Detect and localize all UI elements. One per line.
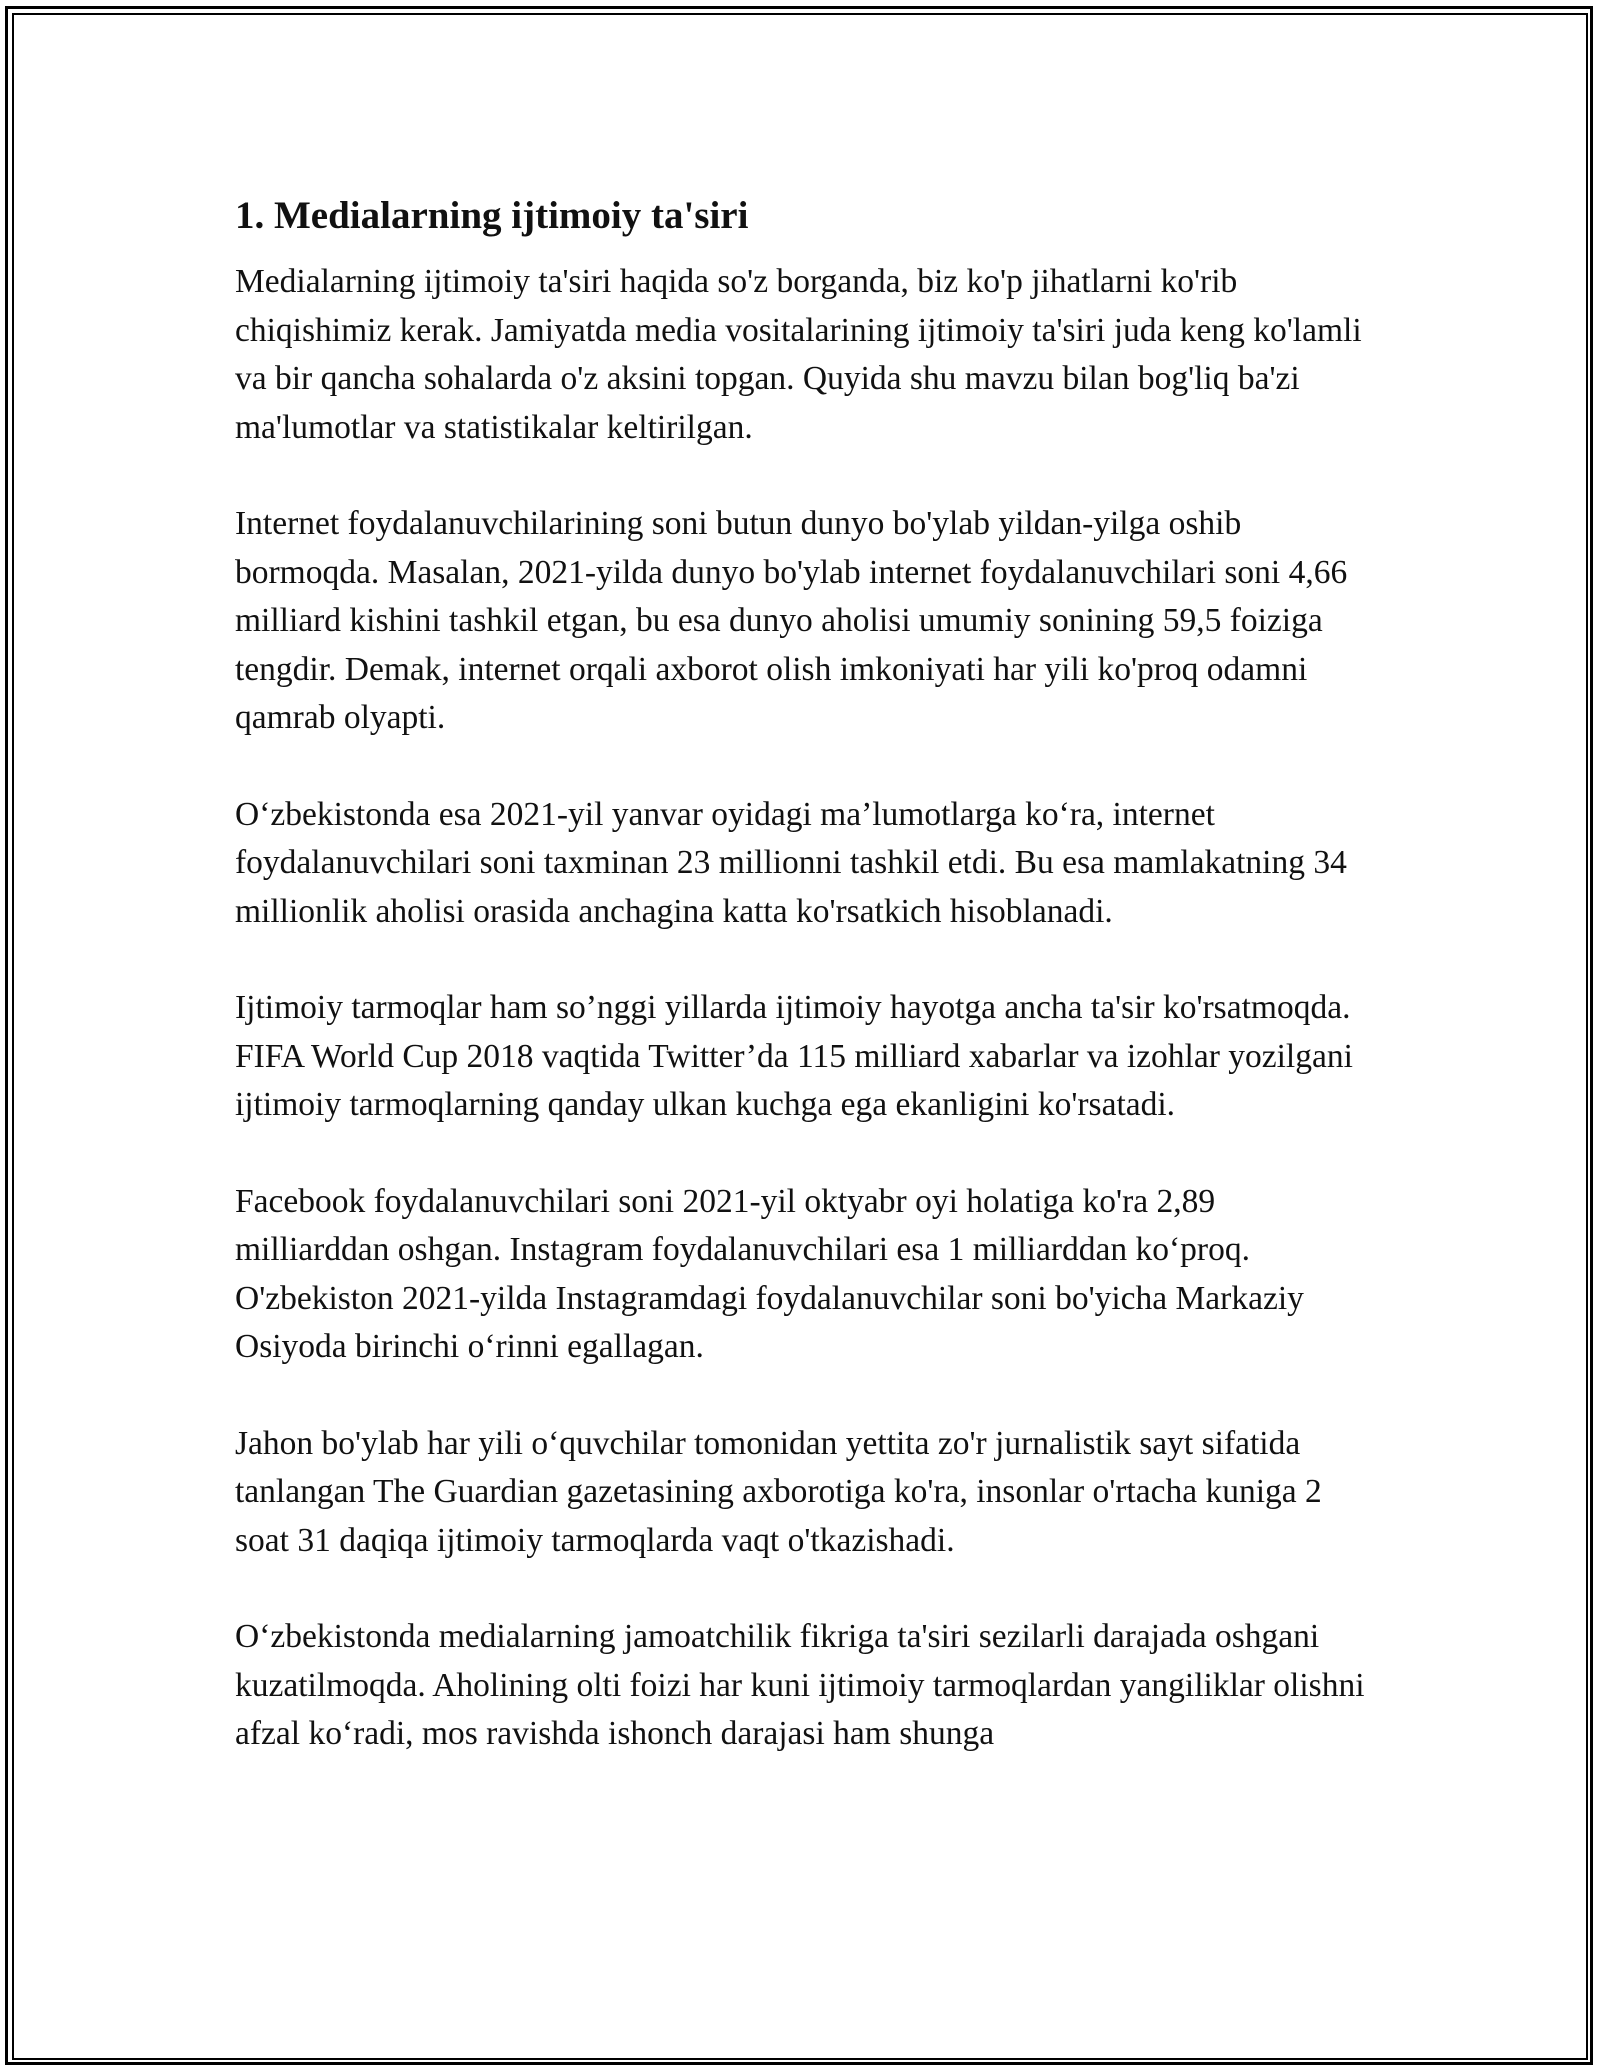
paragraph-guardian: Jahon bo'ylab har yili o‘quvchilar tomonidan yettita zo'r jurnalistik sayt sifatida tanlangan The Guardian gazetasining axborotiga ko'ra, insonlar o'rtacha kuniga 2 soat 31 daqiqa ijtimoiy tarmoqlarda vaqt o'tkazishadi.: [235, 1424, 1322, 1559]
paragraph-intro: Medialarning ijtimoiy ta'siri haqida so'z borganda, biz ko'p jihatlarni ko'rib chiqishimiz kerak. Jamiyatda media vositalarining ijtimoiy ta'siri juda keng ko'lamli va bir qancha sohalarda o'z aksini topgan. Quyida shu mavzu bilan bog'liq ba'zi ma'lumotlar va statistikalar keltirilgan.: [235, 263, 1362, 446]
paragraph-uzbekistan-internet: O‘zbekistonda esa 2021-yil yanvar oyidagi ma’lumotlarga ko‘ra, internet foydalanuvchilari soni taxminan 23 millionni tashkil etdi. Bu esa mamlakatning 34 millionlik aholisi orasida anchagina katta ko'rsatkich hisoblanadi.: [235, 795, 1347, 930]
paragraph-facebook-instagram: Facebook foydalanuvchilari soni 2021-yil oktyabr oyi holatiga ko'ra 2,89 milliarddan oshgan. Instagram foydalanuvchilari esa 1 milliarddan ko‘proq. O'zbekiston 2021-yilda Instagramdagi foydalanuvchilar soni bo'yicha Markaziy Osiyoda birinchi o‘rinni egallagan.: [235, 1182, 1304, 1365]
section-heading: 1. Medialarning ijtimoiy ta'siri: [235, 194, 749, 237]
document-body: [235, 186, 1365, 1807]
paragraph-internet-users: Internet foydalanuvchilarining soni butun dunyo bo'ylab yildan-yilga oshib bormoqda. Masalan, 2021-yilda dunyo bo'ylab internet foydalanuvchilari soni 4,66 milliard kishini tashkil etgan, bu esa dunyo aholisi umumiy sonining 59,5 foiziga tengdir. Demak, internet orqali axborot olish imkoniyati har yili ko'proq odamni qamrab olyapti.: [235, 505, 1348, 736]
paragraph-social-networks: Ijtimoiy tarmoqlar ham so’nggi yillarda ijtimoiy hayotga ancha ta'sir ko'rsatmoqda. FIFA World Cup 2018 vaqtida Twitter’da 115 milliard xabarlar va izohlar yozilgani ijtimoiy tarmoqlarning qanday ulkan kuchga ega ekanligini ko'rsatadi.: [235, 989, 1353, 1123]
paragraph-public-opinion: O‘zbekistonda medialarning jamoatchilik fikriga ta'siri sezilarli darajada oshgani kuzatilmoqda. Aholining olti foizi har kuni ijtimoiy tarmoqlardan yangiliklar olishni afzal ko‘radi, mos ravishda ishonch darajasi ham shunga: [235, 1618, 1365, 1752]
